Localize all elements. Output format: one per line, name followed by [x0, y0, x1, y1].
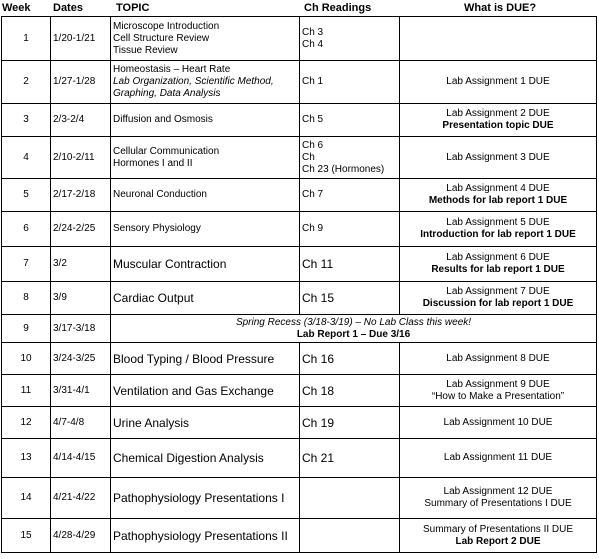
spring-recess-cell — [111, 315, 597, 343]
week-cell: 7 — [2, 247, 51, 282]
due-line: “How to Make a Presentation” — [431, 390, 565, 402]
topic-cell — [111, 247, 300, 282]
readings-cell — [300, 375, 400, 407]
week-cell: 11 — [2, 375, 51, 407]
dates-cell: 4/14-4/15 — [51, 439, 111, 478]
topic-line: Cell Structure Review — [113, 32, 210, 44]
header-week: Week — [2, 2, 31, 14]
dates-cell: 1/20-1/21 — [51, 17, 111, 61]
header-due: What is DUE? — [464, 2, 537, 14]
due-line: Lab Assignment 8 DUE — [446, 352, 550, 364]
dates-cell: 3/17-3/18 — [51, 315, 111, 343]
topic-line: Hormones I and II — [113, 157, 193, 169]
reading-line: Ch 23 (Hormones) — [302, 163, 385, 175]
week-cell: 8 — [2, 282, 51, 315]
table-row — [2, 247, 597, 282]
topic-line: Microscope Introduction — [113, 20, 220, 32]
topic-line: Neuronal Conduction — [113, 189, 207, 200]
topic-cell — [111, 282, 300, 315]
due-line: Summary of Presentations I DUE — [424, 498, 572, 509]
table-header — [0, 0, 599, 16]
reading-line: Ch 3 — [302, 26, 324, 38]
week-cell: 3 — [2, 104, 51, 137]
due-cell — [400, 282, 597, 315]
topic-cell — [111, 343, 300, 375]
spring-recess-note: Spring Recess (3/18-3/19) – No Lab Class this week! — [235, 316, 472, 328]
topic-line: Sensory Physiology — [113, 223, 201, 234]
due-line: Lab Assignment 5 DUE — [446, 217, 550, 228]
due-line: Lab Assignment 2 DUE — [446, 108, 550, 119]
topic-line: Chemical Digestion Analysis — [113, 451, 264, 465]
reading-line: Ch 18 — [302, 383, 335, 398]
due-line: Lab Assignment 7 DUE — [446, 286, 550, 297]
dates-cell: 4/28-4/29 — [51, 519, 111, 553]
readings-cell — [300, 478, 400, 519]
topic-line: Urine Analysis — [113, 415, 190, 430]
reading-line: Ch 4 — [302, 38, 324, 50]
due-line: Lab Assignment 4 DUE — [446, 183, 550, 194]
table-row — [2, 343, 597, 375]
due-line: Summary of Presentations II DUE — [422, 523, 574, 535]
topic-cell — [111, 519, 300, 553]
topic-line: Pathophysiology Presentations II — [113, 528, 288, 543]
due-line-bold: Discussion for lab report 1 DUE — [422, 298, 574, 309]
due-cell — [400, 137, 597, 179]
table-row — [2, 375, 597, 407]
topic-line: Tissue Review — [113, 44, 178, 56]
readings-cell — [300, 17, 400, 61]
table-row — [2, 315, 597, 343]
topic-cell — [111, 478, 300, 519]
readings-cell — [300, 212, 400, 247]
topic-line: Ventilation and Gas Exchange — [113, 383, 274, 398]
reading-line: Ch 7 — [302, 189, 324, 200]
table-row — [2, 282, 597, 315]
due-line: Lab Assignment 6 DUE — [446, 252, 550, 263]
due-line: Lab Assignment 1 DUE — [446, 76, 550, 87]
topic-line-italic: Graphing, Data Analysis — [113, 88, 221, 99]
reading-line: Ch 1 — [302, 76, 324, 87]
topic-cell — [111, 179, 300, 212]
readings-cell — [300, 137, 400, 179]
reading-line: Ch 11 — [302, 257, 334, 271]
reading-line: Ch 21 — [302, 451, 335, 465]
dates-cell: 2/24-2/25 — [51, 212, 111, 247]
due-line-bold: Results for lab report 1 DUE — [431, 264, 565, 275]
topic-line: Muscular Contraction — [113, 257, 227, 271]
topic-cell — [111, 375, 300, 407]
readings-cell — [300, 343, 400, 375]
due-line: Lab Assignment 9 DUE — [446, 378, 550, 390]
due-line: Lab Assignment 12 DUE — [443, 486, 553, 497]
schedule-table — [1, 16, 597, 553]
due-cell — [400, 478, 597, 519]
due-cell — [400, 212, 597, 247]
table-row — [2, 439, 597, 478]
dates-cell: 4/21-4/22 — [51, 478, 111, 519]
due-line-bold: Presentation topic DUE — [442, 120, 554, 131]
topic-line: Cellular Communication — [113, 145, 220, 157]
due-line-bold: Methods for lab report 1 DUE — [428, 195, 568, 206]
reading-line: Ch 6 — [302, 139, 324, 151]
week-cell: 14 — [2, 478, 51, 519]
due-line: Lab Assignment 10 DUE — [443, 416, 553, 428]
week-cell: 5 — [2, 179, 51, 212]
week-cell: 12 — [2, 407, 51, 439]
due-line-bold: Introduction for lab report 1 DUE — [420, 229, 576, 240]
due-cell — [400, 61, 597, 104]
week-cell: 10 — [2, 343, 51, 375]
readings-cell — [300, 439, 400, 478]
table-row — [2, 407, 597, 439]
table-row — [2, 519, 597, 553]
dates-cell: 2/10-2/11 — [51, 137, 111, 179]
readings-cell — [300, 519, 400, 553]
table-row — [2, 179, 597, 212]
due-cell — [400, 439, 597, 478]
dates-cell: 3/2 — [51, 247, 111, 282]
dates-cell: 1/27-1/28 — [51, 61, 111, 104]
header-dates: Dates — [53, 2, 83, 14]
week-cell: 6 — [2, 212, 51, 247]
due-line: Lab Assignment 3 DUE — [446, 151, 550, 163]
due-cell — [400, 519, 597, 553]
due-cell — [400, 247, 597, 282]
dates-cell: 4/7-4/8 — [51, 407, 111, 439]
topic-line: Cardiac Output — [113, 291, 194, 305]
due-cell — [400, 343, 597, 375]
topic-cell — [111, 104, 300, 137]
week-cell: 4 — [2, 137, 51, 179]
reading-line: Ch — [302, 151, 315, 163]
table-row — [2, 478, 597, 519]
reading-line: Ch 15 — [302, 291, 335, 305]
topic-line-italic: Lab Organization, Scientific Method, — [113, 76, 274, 87]
readings-cell — [300, 179, 400, 212]
header-topic: TOPIC — [116, 2, 150, 14]
table-row — [2, 61, 597, 104]
header-readings: Ch Readings — [304, 2, 372, 14]
topic-line: Homeostasis – Heart Rate — [113, 64, 231, 75]
lab-report-deadline: Lab Report 1 – Due 3/16 — [296, 328, 411, 340]
due-cell — [400, 375, 597, 407]
reading-line: Ch 16 — [302, 351, 335, 366]
reading-line: Ch 5 — [302, 114, 324, 125]
readings-cell — [300, 247, 400, 282]
readings-cell — [300, 61, 400, 104]
week-cell: 1 — [2, 17, 51, 61]
week-cell: 15 — [2, 519, 51, 553]
due-line: Lab Assignment 11 DUE — [443, 452, 553, 463]
topic-cell — [111, 61, 300, 104]
topic-cell — [111, 439, 300, 478]
readings-cell — [300, 104, 400, 137]
topic-cell — [111, 17, 300, 61]
dates-cell: 3/31-4/1 — [51, 375, 111, 407]
topic-line: Pathophysiology Presentations I — [113, 491, 285, 505]
readings-cell — [300, 282, 400, 315]
due-cell — [400, 17, 597, 61]
due-cell — [400, 104, 597, 137]
due-cell — [400, 179, 597, 212]
dates-cell: 3/24-3/25 — [51, 343, 111, 375]
table-row — [2, 104, 597, 137]
week-cell: 13 — [2, 439, 51, 478]
due-cell — [400, 407, 597, 439]
topic-cell — [111, 137, 300, 179]
topic-cell — [111, 212, 300, 247]
topic-line: Diffusion and Osmosis — [113, 114, 213, 125]
reading-line: Ch 9 — [302, 223, 324, 234]
dates-cell: 2/3-2/4 — [51, 104, 111, 137]
reading-line: Ch 19 — [302, 415, 335, 430]
week-cell: 9 — [2, 315, 51, 343]
table-row — [2, 17, 597, 61]
readings-cell — [300, 407, 400, 439]
table-row — [2, 212, 597, 247]
dates-cell: 3/9 — [51, 282, 111, 315]
table-row — [2, 137, 597, 179]
topic-cell — [111, 407, 300, 439]
topic-line: Blood Typing / Blood Pressure — [113, 351, 275, 366]
dates-cell: 2/17-2/18 — [51, 179, 111, 212]
week-cell: 2 — [2, 61, 51, 104]
due-line-bold: Lab Report 2 DUE — [455, 535, 541, 547]
